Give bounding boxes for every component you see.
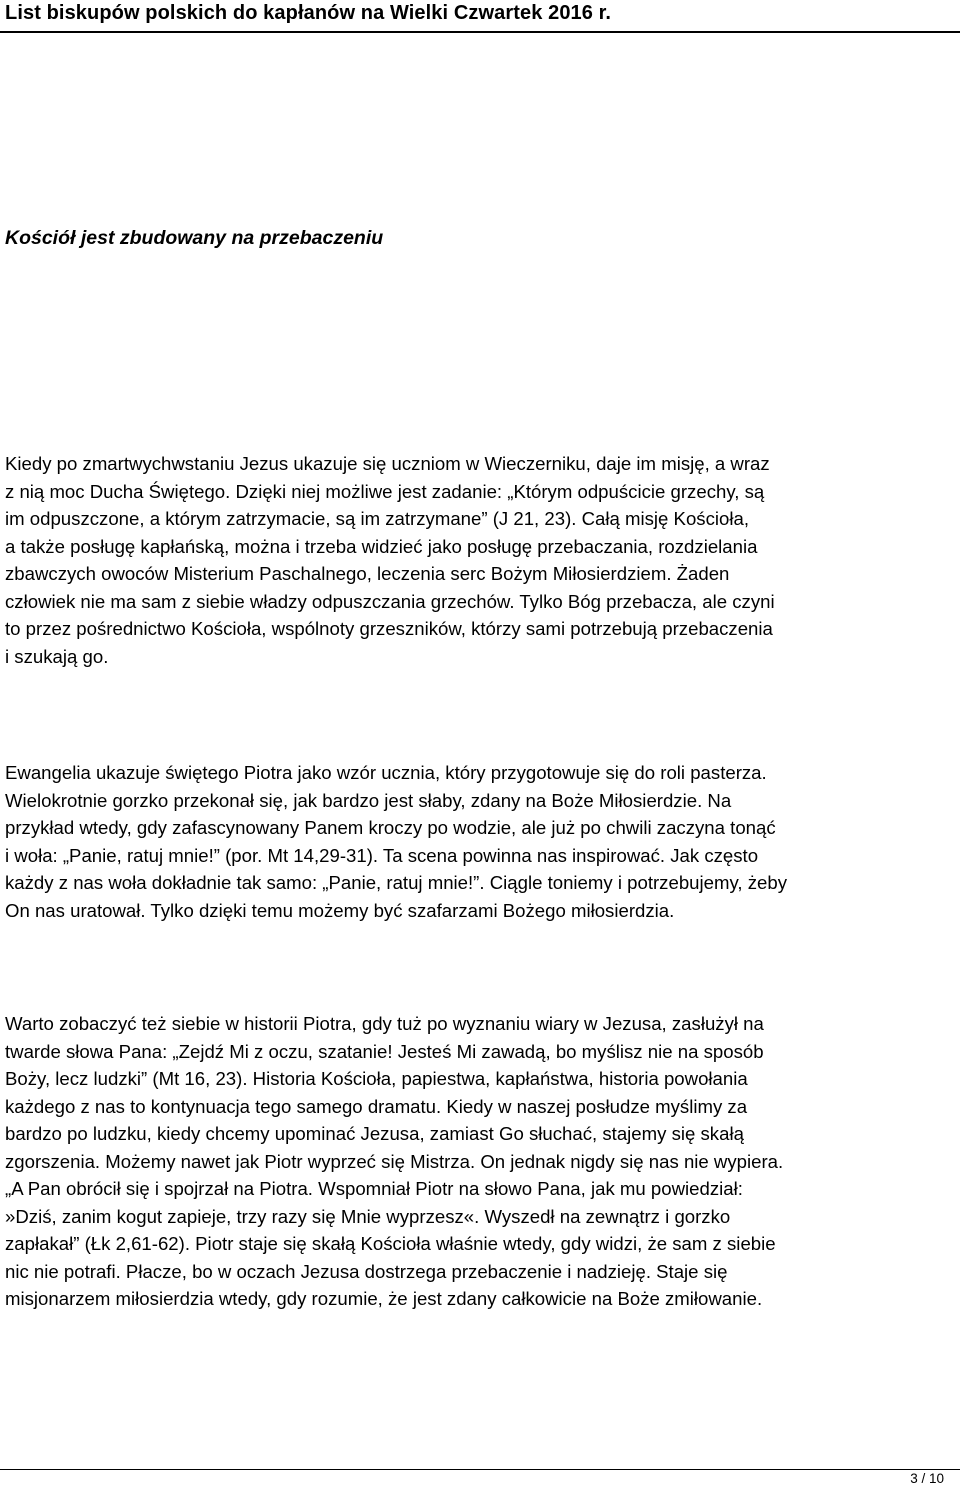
paragraph-line: On nas uratował. Tylko dzięki temu możemy być szafarzami Bożego miłosierdzia. xyxy=(5,899,675,921)
page-number: 3 / 10 xyxy=(910,1471,944,1486)
header-divider xyxy=(0,31,960,33)
paragraph-line: bardzo po ludzku, kiedy chcemy upominać Jezusa, zamiast Go słuchać, stajemy się skałą xyxy=(5,1123,744,1144)
paragraph-line: Ewangelia ukazuje świętego Piotra jako wzór ucznia, który przygotowuje się do roli pasterza. xyxy=(5,762,767,783)
paragraph-line: i woła: „Panie, ratuj mnie!” (por. Mt 14,29-31). Ta scena powinna nas inspirować. Jak często xyxy=(5,844,759,866)
paragraph-line: Boży, lecz ludzki” (Mt 16, 23). Historia Kościoła, papiestwa, kapłaństwa, historia powołania xyxy=(5,1068,748,1089)
paragraph-line: Kiedy po zmartwychwstaniu Jezus ukazuje się uczniom w Wieczerniku, daje im misję, a wraz xyxy=(5,453,770,474)
paragraph-line: Wielokrotnie gorzko przekonał się, jak bardzo jest słaby, zdany na Boże Miłosierdzie. Na xyxy=(5,789,732,811)
footer-divider xyxy=(0,1469,960,1470)
paragraph-line: nic nie potrafi. Płacze, bo w oczach Jezusa dostrzega przebaczenie i nadzieję. Staje się xyxy=(5,1260,728,1282)
paragraph-line: zgorszenia. Możemy nawet jak Piotr wyprzeć się Mistrza. On jednak nigdy się nas nie wypiera. xyxy=(5,1150,784,1172)
paragraph-line: to przez pośrednictwo Kościoła, wspólnoty grzeszników, którzy sami potrzebują przebaczenia xyxy=(5,618,773,639)
paragraph-line: „A Pan obrócił się i spojrzał na Piotra. Wspomniał Piotr na słowo Pana, jak mu powiedział: xyxy=(5,1178,743,1199)
paragraph-line: każdego z nas to kontynuacja tego samego dramatu. Kiedy w naszej posłudze myślimy za xyxy=(5,1095,748,1117)
paragraph-line: a także posługę kapłańską, można i trzeba widzieć jako posługę przebaczania, rozdzielania xyxy=(5,535,758,557)
paragraph-line: zbawczych owoców Misterium Paschalnego, leczenia serc Bożym Miłosierdziem. Żaden xyxy=(5,563,730,584)
paragraph-line: im odpuszczone, a którym zatrzymacie, są im zatrzymane” (J 21, 23). Całą misję Kościoła, xyxy=(5,508,749,529)
section-title: Kościół jest zbudowany na przebaczeniu xyxy=(5,227,384,249)
document-header-title: List biskupów polskich do kapłanów na Wielki Czwartek 2016 r. xyxy=(5,2,612,24)
paragraph-line: »Dziś, zanim kogut zapieje, trzy razy się Mnie wyprzesz«. Wyszedł na zewnątrz i gorzko xyxy=(5,1205,731,1227)
paragraph-1 xyxy=(5,450,958,670)
paragraph-line: twarde słowa Pana: „Zejdź Mi z oczu, szatanie! Jesteś Mi zawadą, bo myślisz nie na sposób xyxy=(5,1040,764,1062)
paragraph-line: z nią moc Ducha Świętego. Dzięki niej możliwe jest zadanie: „Którym odpuścicie grzechy, są xyxy=(5,480,765,502)
paragraph-line: i szukają go. xyxy=(5,645,109,667)
paragraph-2 xyxy=(5,759,958,924)
paragraph-line: misjonarzem miłosierdzia wtedy, gdy rozumie, że jest zdany całkowicie na Boże zmiłowanie. xyxy=(5,1288,763,1309)
paragraph-line: zapłakał” (Łk 2,61-62). Piotr staje się skałą Kościoła właśnie wtedy, gdy widzi, że sam z siebie xyxy=(5,1233,776,1254)
paragraph-line: człowiek nie ma sam z siebie władzy odpuszczania grzechów. Tylko Bóg przebacza, ale czyni xyxy=(5,590,775,612)
paragraph-3 xyxy=(5,1010,958,1313)
paragraph-line: każdy z nas woła dokładnie tak samo: „Panie, ratuj mnie!”. Ciągle toniemy i potrzebujemy, żeby xyxy=(5,872,787,893)
paragraph-line: Warto zobaczyć też siebie w historii Piotra, gdy tuż po wyznaniu wiary w Jezusa, zasłużył na xyxy=(5,1013,764,1034)
paragraph-line: przykład wtedy, gdy zafascynowany Panem kroczy po wodzie, ale już po chwili zaczyna tonąć xyxy=(5,817,776,838)
